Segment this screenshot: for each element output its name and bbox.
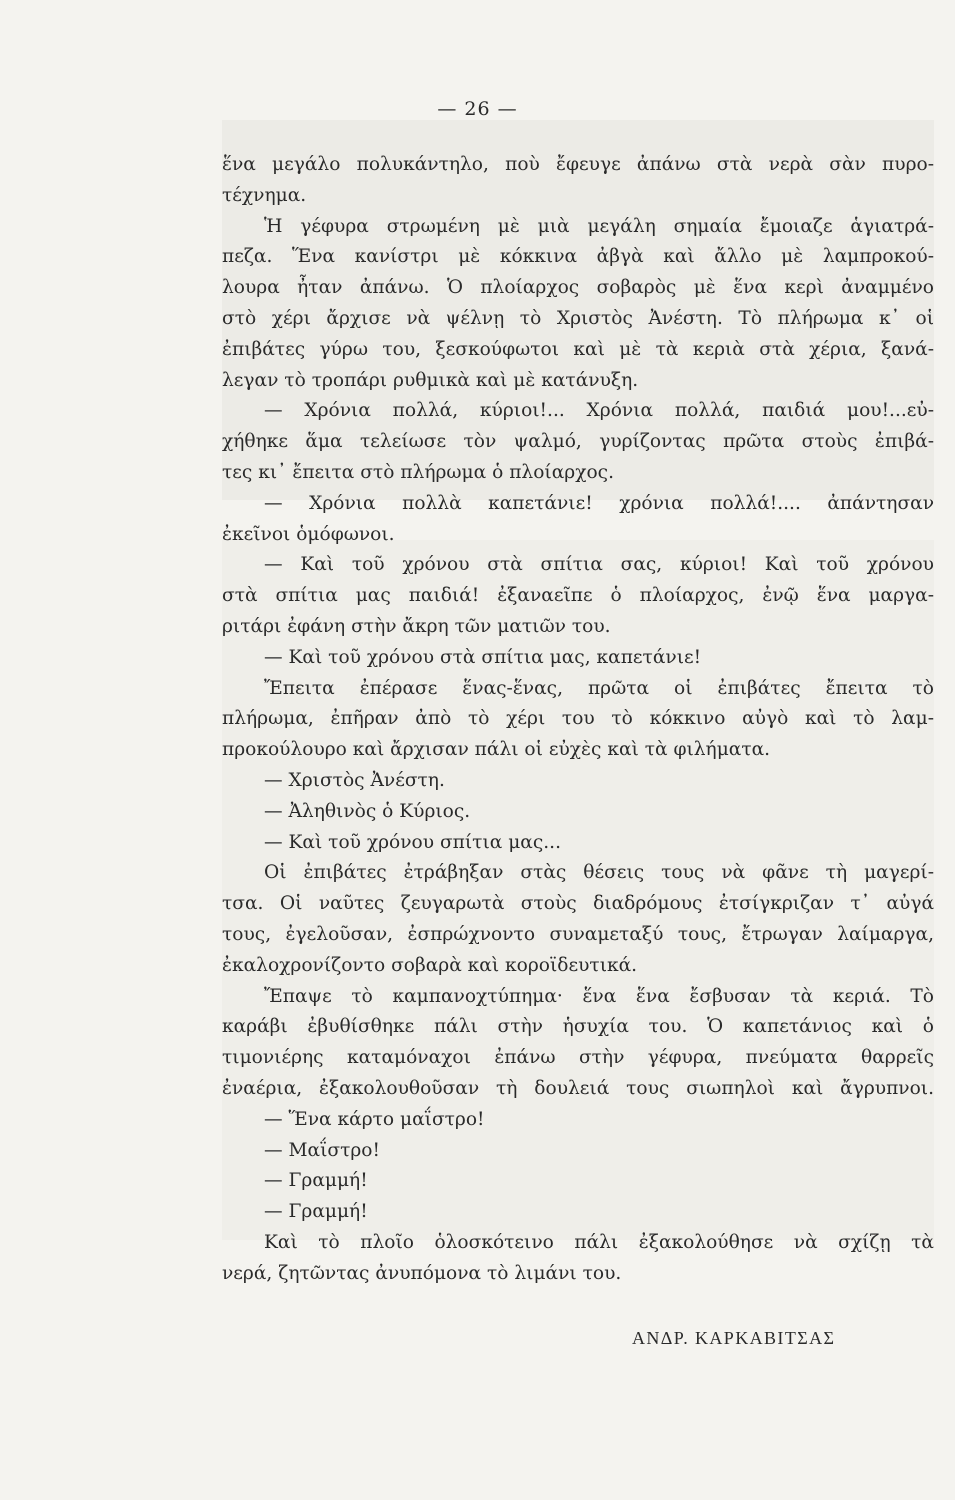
- text-line: [222, 982, 934, 1013]
- text-line: [222, 1259, 934, 1290]
- text-line-content: — Χρόνια πολλά, κύριοι!... Χρόνια πολλά, παιδιά μου!...εὐ-: [264, 400, 934, 422]
- text-line-content: — Ἕνα κάρτο μαΐστρο!: [264, 1108, 485, 1130]
- text-line-content: — Γραμμή!: [264, 1201, 368, 1223]
- text-line: [222, 920, 934, 951]
- text-line-content: — Χριστὸς Ἀνέστη.: [264, 769, 445, 791]
- text-line: [222, 797, 934, 828]
- text-line: [222, 951, 934, 982]
- text-line: [222, 581, 934, 612]
- text-line-content: Ἔπαψε τὸ καμπανοχτύπημα· ἕνα ἕνα ἔσβυσαν τὰ κεριά. Τὸ: [264, 985, 934, 1007]
- text-line-content: ἐκαλοχρονίζοντο σοβαρὰ καὶ κοροϊδευτικά.: [222, 954, 638, 976]
- text-line: [222, 181, 934, 212]
- text-line: [222, 1136, 934, 1167]
- text-line: [222, 520, 934, 551]
- text-line-content: — Καὶ τοῦ χρόνου σπίτια μας...: [264, 831, 561, 853]
- text-line-content: πεζα. Ἕνα κανίστρι μὲ κόκκινα ἀβγὰ καὶ ἄλλο μὲ λαμπροκού-: [222, 246, 934, 268]
- text-line: [222, 1012, 934, 1043]
- text-line: [222, 643, 934, 674]
- text-line-content: προκούλουρο καὶ ἄρχισαν πάλι οἱ εὐχὲς καὶ τὰ φιλήματα.: [222, 739, 771, 761]
- text-line: [222, 550, 934, 581]
- text-line: [222, 1197, 934, 1228]
- text-line-content: — Καὶ τοῦ χρόνου στὰ σπίτια σας, κύριοι! Καὶ τοῦ χρόνου: [264, 554, 934, 576]
- text-line: [222, 150, 934, 181]
- text-line-content: Οἱ ἐπιβάτες ἐτράβηξαν στὰς θέσεις τους νὰ φᾶνε τὴ μαγερί-: [264, 862, 934, 884]
- text-line-content: Ἡ γέφυρα στρωμένη μὲ μιὰ μεγάλη σημαία ἔμοιαζε ἁγιατρά-: [264, 215, 934, 237]
- text-line: [222, 858, 934, 889]
- text-line: [222, 828, 934, 859]
- text-line-content: τες κι᾽ ἔπειτα στὸ πλήρωμα ὁ πλοίαρχος.: [222, 461, 614, 483]
- text-line-content: στὰ σπίτια μας παιδιά! ἐξαναεῖπε ὁ πλοίαρχος, ἐνῷ ἕνα μαργα-: [222, 585, 934, 607]
- text-line-content: τσα. Οἱ ναῦτες ζευγαρωτὰ στοὺς διαδρόμους ἐτσίγκριζαν τ᾽ αὐγά: [222, 893, 934, 915]
- body-text: [222, 150, 934, 1289]
- text-line: [222, 1043, 934, 1074]
- text-line: [222, 273, 934, 304]
- text-line-content: τους, ἐγελοῦσαν, ἐσπρώχνοντο συναμεταξύ τους, ἔτρωγαν λαίμαργα,: [222, 923, 934, 945]
- text-line: [222, 212, 934, 243]
- text-line-content: ἐκεῖνοι ὁμόφωνοι.: [222, 523, 395, 545]
- text-line-content: τιμονιέρης καταμόναχοι ἐπάνω στὴν γέφυρα, πνεύματα θαρρεῖς: [222, 1047, 934, 1069]
- text-line-content: τέχνημα.: [222, 184, 307, 206]
- text-line-content: Καὶ τὸ πλοῖο ὁλοσκότεινο πάλι ἐξακολούθησε νὰ σχίζῃ τὰ: [264, 1231, 934, 1253]
- text-line-content: καράβι ἐβυθίσθηκε πάλι στὴν ἡσυχία του. Ὁ καπετάνιος καὶ ὁ: [222, 1016, 934, 1038]
- text-line: [222, 889, 934, 920]
- text-line: [222, 704, 934, 735]
- text-line: [222, 1105, 934, 1136]
- text-line: [222, 489, 934, 520]
- text-line: [222, 612, 934, 643]
- text-line: [222, 735, 934, 766]
- text-line-content: — Ἀληθινὸς ὁ Κύριος.: [264, 800, 471, 822]
- text-line-content: πλήρωμα, ἐπῆραν ἀπὸ τὸ χέρι του τὸ κόκκινο αὐγὸ καὶ τὸ λαμ-: [222, 708, 934, 730]
- text-line: [222, 335, 934, 366]
- text-line: [222, 458, 934, 489]
- text-line-content: λουρα ἦταν ἀπάνω. Ὁ πλοίαρχος σοβαρὸς μὲ ἕνα κερὶ ἀναμμένο: [222, 277, 934, 299]
- text-line: [222, 1074, 934, 1105]
- text-line: [222, 1228, 934, 1259]
- text-line: [222, 366, 934, 397]
- text-line-content: ἐπιβάτες γύρω του, ξεσκούφωτοι καὶ μὲ τὰ κεριὰ στὰ χέρια, ξανά-: [222, 338, 934, 360]
- text-line-content: λεγαν τὸ τροπάρι ρυθμικὰ καὶ μὲ κατάνυξη.: [222, 369, 639, 391]
- text-line: [222, 242, 934, 273]
- text-line: [222, 674, 934, 705]
- text-line: [222, 304, 934, 335]
- text-line-content: ἐναέρια, ἐξακολουθοῦσαν τὴ δουλειά τους σιωπηλοὶ καὶ ἄγρυπνοι.: [222, 1077, 934, 1099]
- text-line-content: — Γραμμή!: [264, 1170, 368, 1192]
- text-line-content: ριτάρι ἐφάνη στὴν ἄκρη τῶν ματιῶν του.: [222, 615, 611, 637]
- text-line-content: — Καὶ τοῦ χρόνου στὰ σπίτια μας, καπετάνιε!: [264, 646, 702, 668]
- text-line-content: Ἔπειτα ἐπέρασε ἕνας-ἕνας, πρῶτα οἱ ἐπιβάτες ἔπειτα τὸ: [264, 677, 934, 699]
- text-line-content: — Μαΐστρο!: [264, 1139, 380, 1161]
- text-line: [222, 1166, 934, 1197]
- text-line-content: στὸ χέρι ἄρχισε νὰ ψέλνῃ τὸ Χριστὸς Ἀνέστη. Τὸ πλήρωμα κ᾽ οἱ: [222, 307, 934, 329]
- text-line: [222, 427, 934, 458]
- text-line-content: — Χρόνια πολλὰ καπετάνιε! χρόνια πολλά!.... ἀπάντησαν: [264, 492, 934, 514]
- text-line-content: νερά, ζητῶντας ἀνυπόμονα τὸ λιμάνι του.: [222, 1262, 622, 1284]
- text-line-content: ἕνα μεγάλο πολυκάντηλο, ποὺ ἔφευγε ἀπάνω στὰ νερὰ σὰν πυρο-: [222, 154, 934, 175]
- page-number: — 26 —: [437, 98, 518, 120]
- text-line: [222, 766, 934, 797]
- text-line: [222, 396, 934, 427]
- author-signature: ΑΝΔΡ. ΚΑΡΚΑΒΙΤΣΑΣ: [632, 1328, 836, 1348]
- text-line-content: χήθηκε ἅμα τελείωσε τὸν ψαλμό, γυρίζοντας πρῶτα στοὺς ἐπιβά-: [222, 431, 934, 453]
